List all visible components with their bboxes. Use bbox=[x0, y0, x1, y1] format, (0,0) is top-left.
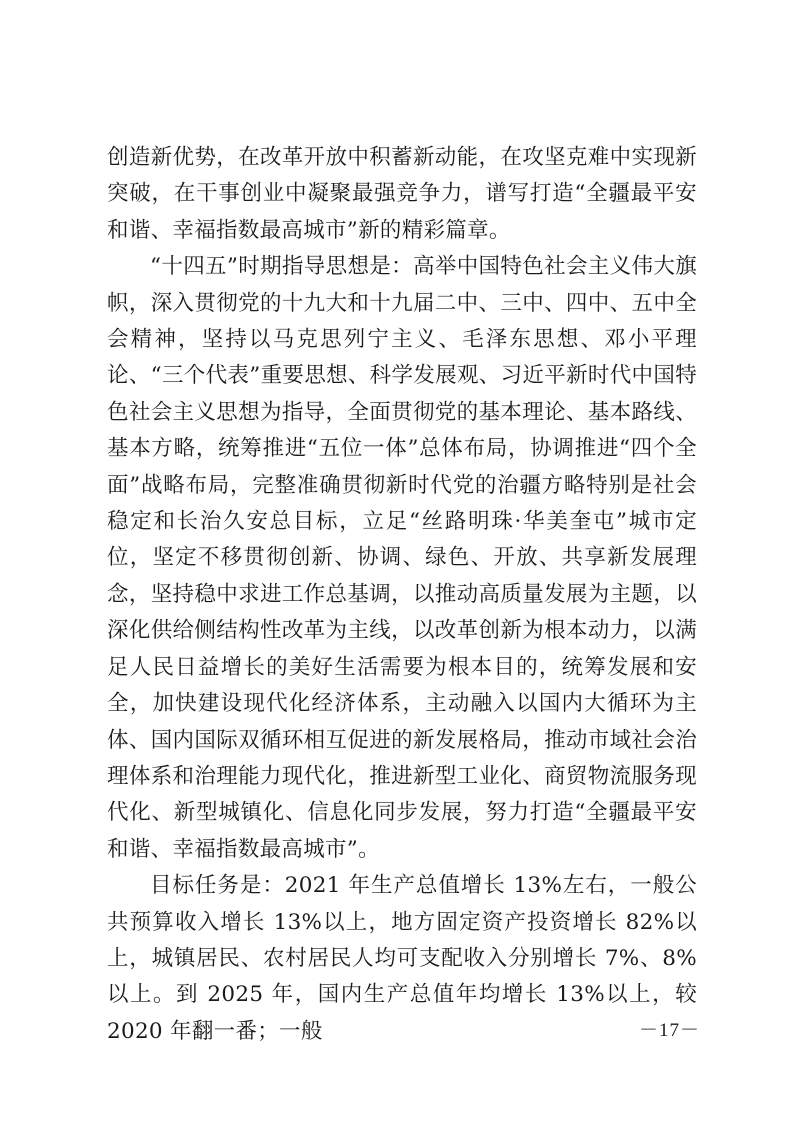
page-number: －17－ bbox=[638, 1020, 700, 1041]
paragraph-target-tasks: 目标任务是：2021 年生产总值增长 13%左右，一般公共预算收入增长 13%以上，地方固定资产投资增长 82%以上，城镇居民、农村居民人均可支配收入分别增长 7%、8%以上。到 2025 年，国内生产总值年均增长 13%以上，较 2020 年翻一番；一般 bbox=[107, 873, 697, 1044]
paragraph-continuation: 创造新优势，在改革开放中积蓄新动能，在攻坚克难中实现新突破，在干事创业中凝聚最强竞争力，谱写打造“全疆最平安和谐、幸福指数最高城市”新的精彩篇章。 bbox=[107, 145, 697, 243]
body-text bbox=[107, 140, 697, 1050]
paragraph-guiding-ideology: “十四五”时期指导思想是：高举中国特色社会主义伟大旗帜，深入贯彻党的十九大和十九届二中、三中、四中、五中全会精神，坚持以马克思列宁主义、毛泽东思想、邓小平理论、“三个代表”重要思想、科学发展观、习近平新时代中国特色社会主义思想为指导，全面贯彻党的基本理论、基本路线、基本方略，统筹推进“五位一体”总体布局，协调推进“四个全面”战略布局，完整准确贯彻新时代党的治疆方略特别是社会稳定和长治久安总目标，立足“丝路明珠·华美奎屯”城市定位，坚定不移贯彻创新、协调、绿色、开放、共享新发展理念，坚持稳中求进工作总基调，以推动高质量发展为主题，以深化供给侧结构性改革为主线，以改革创新为根本动力，以满足人民日益增长的美好生活需要为根本目的，统筹发展和安全，加快建设现代化经济体系，主动融入以国内大循环为主体、国内国际双循环相互促进的新发展格局，推动市域社会治理体系和治理能力现代化，推进新型工业化、商贸物流服务现代化、新型城镇化、信息化同步发展，努力打造“全疆最平安和谐、幸福指数最高城市”。 bbox=[107, 254, 697, 862]
